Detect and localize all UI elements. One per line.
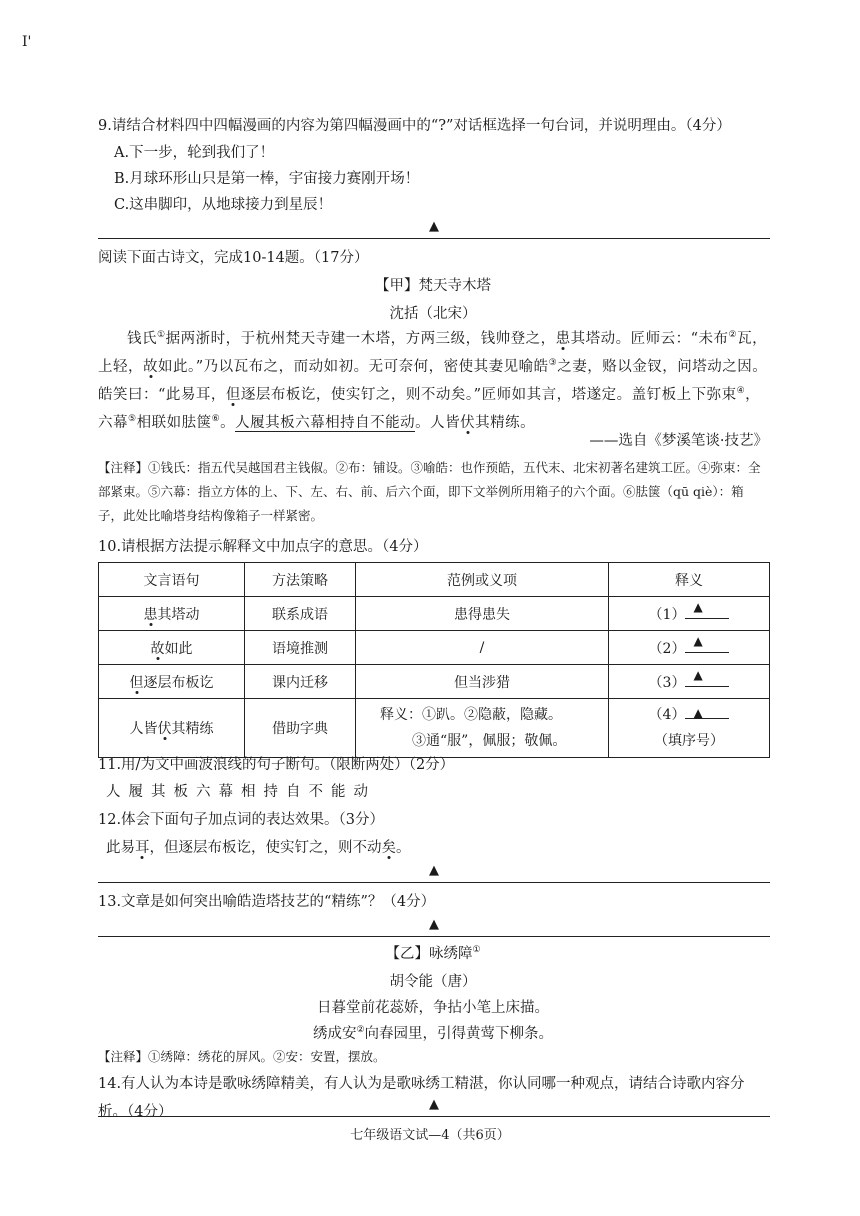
q9-option-a: A.下一步，轮到我们了！ bbox=[114, 145, 275, 161]
table-row bbox=[99, 631, 770, 665]
note-ref: ⑤ bbox=[128, 414, 137, 425]
table-cell-method: 联系成语 bbox=[245, 597, 356, 631]
q13-answer-line[interactable] bbox=[98, 918, 770, 937]
table-cell-method: 语境推测 bbox=[245, 631, 356, 665]
dotted-char: 患 bbox=[143, 606, 158, 623]
dotted-char: 故 bbox=[150, 640, 165, 657]
corner-mark: I' bbox=[22, 34, 32, 50]
jia-title: 【甲】梵天寺木塔 bbox=[375, 278, 491, 294]
q14-answer-line[interactable] bbox=[98, 1098, 770, 1117]
q10-stem: 10.请根据方法提示解释文中加点字的意思。（4分） bbox=[98, 539, 428, 555]
reading-intro: 阅读下面古诗文，完成10-14题。（17分） bbox=[98, 250, 369, 266]
yi-author: 胡令能（唐） bbox=[389, 974, 477, 990]
dotted-char: 伏 bbox=[157, 721, 172, 737]
passage-text: 据两浙时，于杭州梵天寺建一木塔，方两三级，钱帅登之， bbox=[165, 331, 556, 347]
passage-text: 。 bbox=[220, 415, 236, 431]
table-header: 释义 bbox=[609, 563, 770, 597]
answer-blank[interactable] bbox=[685, 638, 729, 653]
q9-option-c: C.这串脚印，从地球接力到星辰！ bbox=[114, 197, 333, 213]
yi-poem-line-1: 日暮堂前花蕊娇，争拈小笔上床描。 bbox=[317, 1000, 549, 1016]
table-row bbox=[99, 665, 770, 699]
passage-text: 钱氏 bbox=[127, 331, 157, 347]
note-ref: ③ bbox=[548, 358, 558, 369]
table-cell-example: 患得患失 bbox=[356, 597, 609, 631]
answer-blank[interactable] bbox=[685, 704, 729, 719]
dotted-char: 但 bbox=[129, 674, 144, 691]
dotted-char: 伏 bbox=[460, 415, 476, 431]
table-header: 文言语句 bbox=[99, 563, 245, 597]
table-header-row bbox=[99, 563, 770, 597]
note-ref: ② bbox=[728, 330, 738, 341]
table-cell-answer[interactable]: （2）▲ bbox=[609, 631, 770, 665]
table-cell-sentence: 但逐层布板讫 bbox=[99, 665, 245, 699]
q9-option-b: B.月球环形山只是第一棒，宇宙接力赛刚开场！ bbox=[114, 171, 420, 187]
note-ref: ① bbox=[157, 330, 166, 341]
q12-sentence: 此易耳，但逐层布板讫，使实钉之，则不动矣。 bbox=[106, 840, 411, 856]
passage-text: ，六幕 bbox=[98, 387, 761, 431]
q11-sentence: 人履其板六幕相持自不能动 bbox=[106, 784, 376, 800]
table-cell-answer[interactable]: （4）▲ （填序号） bbox=[609, 699, 770, 758]
passage-text: 相联如胠箧 bbox=[136, 415, 212, 431]
table-header: 方法策略 bbox=[245, 563, 356, 597]
q9-stem: 9.请结合材料四中四幅漫画的内容为第四幅漫画中的“?”对话框选择一句台词，并说明理由。（4分） bbox=[98, 118, 731, 134]
passage-text: 其塔动。匠师云：“未布 bbox=[570, 331, 729, 347]
table-header: 范例或义项 bbox=[356, 563, 609, 597]
dotted-char: 故 bbox=[143, 359, 158, 375]
table-cell-answer[interactable]: （3）▲ bbox=[609, 665, 770, 699]
passage-text: 其精练。 bbox=[475, 415, 536, 431]
passage-text: 逐层布板讫，使实钉之，则不动矣。”匠师如其言，塔遂定。盖钉板上下弥束 bbox=[240, 387, 737, 403]
jia-author: 沈括（北宋） bbox=[389, 306, 477, 322]
question-9 bbox=[98, 112, 768, 218]
q13-stem: 13.文章是如何突出喻皓造塔技艺的“精练”？（4分） bbox=[98, 894, 436, 910]
dotted-char: 患 bbox=[555, 331, 571, 347]
answer-triangle-icon: ▲ bbox=[429, 917, 439, 932]
passage-text: 如此。”乃以瓦布之，而动如初。无可奈何，密使其妻见喻皓 bbox=[158, 359, 549, 375]
q11-stem: 11.用/为文中画波浪线的句子断句。（限断两处）（2分） bbox=[98, 757, 455, 773]
yi-poem-line-2: 绣成安②向春园里，引得黄莺下柳条。 bbox=[312, 1025, 554, 1042]
passage-text: 。人皆 bbox=[415, 415, 461, 431]
table-cell-method: 借助字典 bbox=[245, 699, 356, 758]
fill-in-number-note: （填序号） bbox=[654, 733, 724, 749]
page-footer: 七年级语文试—4（共6页） bbox=[350, 1128, 510, 1143]
table-cell-example: 但当涉猎 bbox=[356, 665, 609, 699]
table-cell-sentence: 人皆伏其精练 bbox=[99, 699, 245, 758]
table-cell-example: / bbox=[356, 631, 609, 665]
q14-stem: 14.有人认为本诗是歌咏绣障精美，有人认为是歌咏绣工精湛，你认同哪一种观点，请结合诗歌内容分析。（4分） bbox=[98, 1076, 745, 1120]
q10-table bbox=[98, 562, 770, 758]
answer-triangle-icon: ▲ bbox=[429, 863, 439, 878]
table-row bbox=[99, 597, 770, 631]
table-row bbox=[99, 699, 770, 758]
answer-triangle-icon: ▲ bbox=[429, 1097, 439, 1112]
q12-answer-line[interactable] bbox=[98, 864, 770, 883]
table-cell-sentence: 故如此 bbox=[99, 631, 245, 665]
table-cell-example: 释义：①趴。②隐蔽，隐藏。 ③通“服”，佩服；敬佩。 bbox=[356, 699, 609, 758]
answer-blank[interactable] bbox=[685, 604, 729, 619]
jia-source: ——选自《梦溪笔谈·技艺》 bbox=[589, 433, 768, 449]
table-cell-sentence: 患其塔动 bbox=[99, 597, 245, 631]
q12-stem: 12.体会下面句子加点词的表达效果。（3分） bbox=[98, 812, 385, 828]
passage-text: 瓦，上轻， bbox=[98, 331, 768, 375]
note-ref: ⑥ bbox=[211, 414, 221, 425]
q9-answer-line[interactable] bbox=[98, 220, 770, 239]
dotted-char: 但 bbox=[225, 387, 241, 403]
passage-text: 之妻，赂以金钗，问塔动之因。皓笑曰：“此易耳， bbox=[98, 359, 768, 403]
answer-triangle-icon: ▲ bbox=[429, 219, 439, 234]
table-cell-answer[interactable]: （1）▲ bbox=[609, 597, 770, 631]
yi-title: 【乙】咏绣障① bbox=[385, 945, 481, 962]
note-ref: ④ bbox=[736, 386, 746, 397]
jia-notes: 【注释】①钱氏：指五代吴越国君主钱俶。②布：铺设。③喻皓：也作预皓，五代末、北宋初著名建筑工匠。④弥束：全部紧束。⑤六幕：指立方体的上、下、左、右、前、后六个面，即下文举例所用箱子的六个面。⑥胠箧（qū qiè）：箱子，此处比喻塔身结构像箱子一样紧密。 bbox=[98, 460, 761, 523]
yi-notes: 【注释】①绣障：绣花的屏风。②安：安置，摆放。 bbox=[98, 1049, 386, 1064]
dotted-char: 矣 bbox=[381, 840, 396, 856]
table-cell-method: 课内迁移 bbox=[245, 665, 356, 699]
answer-blank[interactable] bbox=[685, 672, 729, 687]
dotted-char: 耳 bbox=[135, 840, 150, 856]
wavy-underlined-sentence: 人履其板六幕相持自不能动 bbox=[235, 415, 416, 431]
jia-passage bbox=[98, 325, 768, 437]
